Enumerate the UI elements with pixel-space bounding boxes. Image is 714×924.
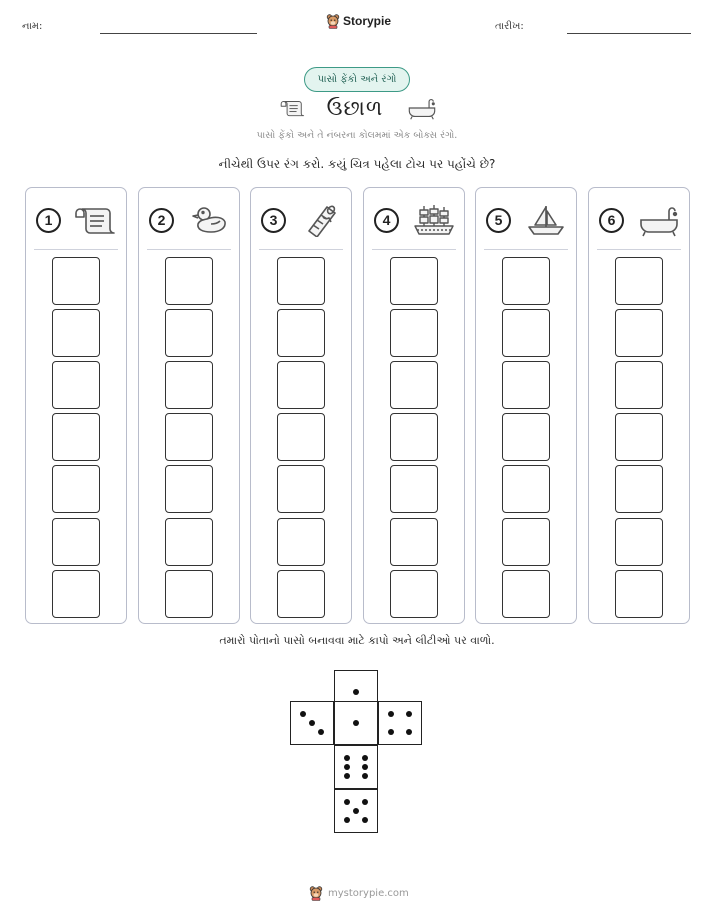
die-pip: [388, 711, 394, 717]
color-box[interactable]: [277, 518, 325, 566]
color-box[interactable]: [390, 309, 438, 357]
color-box[interactable]: [277, 465, 325, 513]
color-box[interactable]: [615, 465, 663, 513]
die-pip: [362, 817, 368, 823]
column-4: [363, 187, 465, 624]
die-face-bottom[interactable]: [334, 789, 378, 833]
color-box[interactable]: [277, 570, 325, 618]
die-face-lower[interactable]: [334, 745, 378, 789]
column-number: 3: [261, 208, 286, 233]
ship-icon: [412, 203, 456, 237]
color-box[interactable]: [502, 413, 550, 461]
color-box[interactable]: [502, 257, 550, 305]
column-6: [588, 187, 690, 624]
column-3: [250, 187, 352, 624]
rubber-duck-icon: [187, 203, 231, 237]
bathtub-icon: [404, 96, 440, 120]
color-box[interactable]: [615, 413, 663, 461]
column-1: [25, 187, 127, 624]
color-box[interactable]: [615, 309, 663, 357]
die-face-right[interactable]: [378, 701, 422, 745]
subtitle: પાસો ફેંકો અને તે નંબરના કોલમમાં એક બોક્સ રંગો.: [256, 130, 458, 141]
die-pip: [353, 689, 359, 695]
color-box[interactable]: [615, 257, 663, 305]
color-box[interactable]: [390, 257, 438, 305]
column-number: 2: [149, 208, 174, 233]
column-5: [475, 187, 577, 624]
color-box[interactable]: [615, 570, 663, 618]
rolled-map-icon: [299, 203, 343, 237]
color-box[interactable]: [277, 413, 325, 461]
bear-logo-icon: [309, 885, 323, 901]
die-face-center[interactable]: [334, 701, 378, 745]
color-box[interactable]: [52, 413, 100, 461]
column-divider: [259, 249, 343, 250]
die-pip: [344, 764, 350, 770]
color-box[interactable]: [165, 257, 213, 305]
color-box[interactable]: [52, 309, 100, 357]
die-pip: [362, 799, 368, 805]
color-box[interactable]: [52, 257, 100, 305]
color-box[interactable]: [165, 570, 213, 618]
footer-url[interactable]: mystorypie.com: [328, 887, 409, 899]
column-number: 4: [374, 208, 399, 233]
die-pip: [362, 764, 368, 770]
color-box[interactable]: [165, 518, 213, 566]
bathtub-icon: [637, 203, 681, 237]
color-box[interactable]: [277, 361, 325, 409]
brand-name: Storypie: [343, 14, 392, 28]
color-box[interactable]: [52, 361, 100, 409]
color-box[interactable]: [165, 361, 213, 409]
color-box[interactable]: [390, 570, 438, 618]
color-box[interactable]: [165, 465, 213, 513]
color-box[interactable]: [615, 518, 663, 566]
page-title: ઉછાળ: [326, 95, 384, 120]
color-box[interactable]: [502, 518, 550, 566]
brand-logo: [326, 13, 391, 29]
color-box[interactable]: [390, 361, 438, 409]
color-box[interactable]: [52, 465, 100, 513]
color-box[interactable]: [277, 309, 325, 357]
die-pip: [300, 711, 306, 717]
column-divider: [597, 249, 681, 250]
column-number: 1: [36, 208, 61, 233]
die-pip: [309, 720, 315, 726]
color-box[interactable]: [502, 465, 550, 513]
color-box[interactable]: [390, 413, 438, 461]
die-pip: [353, 720, 359, 726]
color-box[interactable]: [165, 413, 213, 461]
die-pip: [344, 755, 350, 761]
column-divider: [484, 249, 568, 250]
die-face-left[interactable]: [290, 701, 334, 745]
die-pip: [406, 711, 412, 717]
column-divider: [372, 249, 456, 250]
color-box[interactable]: [502, 309, 550, 357]
column-divider: [34, 249, 118, 250]
color-box[interactable]: [52, 570, 100, 618]
bear-logo-icon: [326, 13, 340, 29]
color-box[interactable]: [52, 518, 100, 566]
color-box[interactable]: [390, 518, 438, 566]
die-pip: [362, 773, 368, 779]
color-box[interactable]: [277, 257, 325, 305]
color-box[interactable]: [390, 465, 438, 513]
date-label: તારીખ:: [495, 21, 524, 32]
name-label: નામ:: [22, 21, 43, 32]
date-line[interactable]: [567, 33, 691, 34]
color-box[interactable]: [502, 361, 550, 409]
scroll-icon: [74, 203, 118, 237]
die-pip: [344, 799, 350, 805]
title-pill: પાસો ફેંકો અને રંગો: [304, 67, 410, 92]
column-number: 5: [486, 208, 511, 233]
footer: [309, 885, 409, 901]
die-pip: [344, 773, 350, 779]
title-row: [280, 94, 440, 122]
die-pip: [353, 808, 359, 814]
color-box[interactable]: [615, 361, 663, 409]
die-pip: [362, 755, 368, 761]
color-box[interactable]: [502, 570, 550, 618]
scroll-icon: [280, 96, 306, 120]
color-box[interactable]: [165, 309, 213, 357]
cut-instruction: તમારો પોતાનો પાસો બનાવવા માટે કાપો અને લીટીઓ પર વાળો.: [219, 634, 495, 647]
die-pip: [318, 729, 324, 735]
instruction: નીચેથી ઉપર રંગ કરો. કયું ચિત્ર પહેલા ટોચ પર પહોંચે છે?: [218, 157, 496, 171]
die-pip: [344, 817, 350, 823]
column-divider: [147, 249, 231, 250]
name-line[interactable]: [100, 33, 257, 34]
sailboat-icon: [524, 203, 568, 237]
column-2: [138, 187, 240, 624]
column-number: 6: [599, 208, 624, 233]
die-pip: [406, 729, 412, 735]
die-pip: [388, 729, 394, 735]
